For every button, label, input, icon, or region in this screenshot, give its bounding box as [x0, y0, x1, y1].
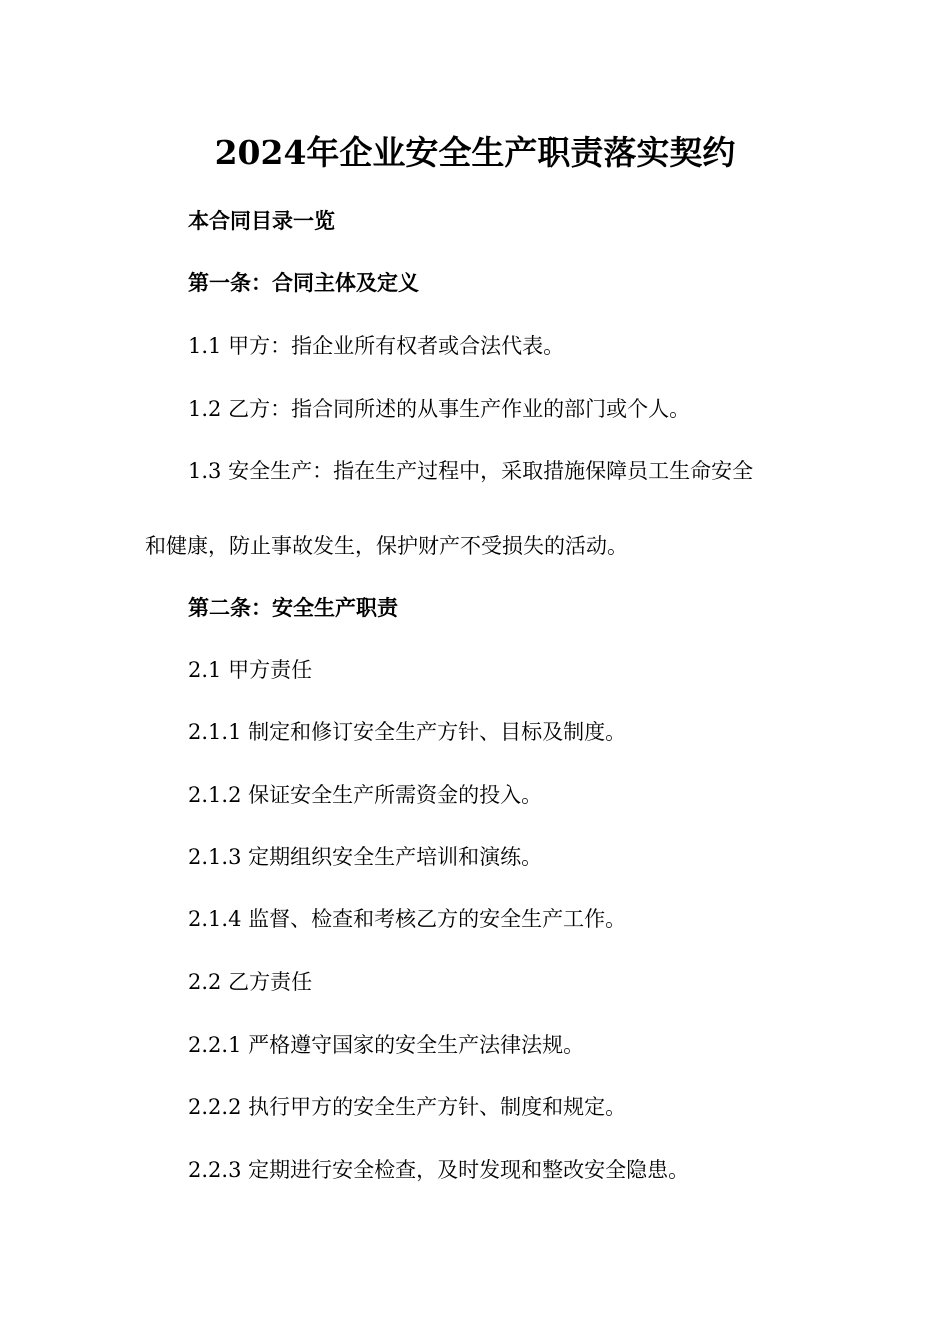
document-title: 2024年企业安全生产职责落实契约 [214, 133, 736, 172]
clause-1-3-line-2: 和健康，防止事故发生，保护财产不受损失的活动。 [145, 534, 628, 558]
article-2-heading: 第二条：安全生产职责 [188, 595, 398, 620]
clause-2-1: 2.1 甲方责任 [188, 658, 313, 682]
clause-1-2: 1.2 乙方：指合同所述的从事生产作业的部门或个人。 [188, 397, 691, 421]
clause-2-2-1: 2.2.1 严格遵守国家的安全生产法律法规。 [188, 1033, 585, 1057]
clause-2-1-4: 2.1.4 监督、检查和考核乙方的安全生产工作。 [188, 907, 627, 931]
clause-1-1: 1.1 甲方：指企业所有权者或合法代表。 [188, 334, 565, 358]
clause-2-1-1: 2.1.1 制定和修订安全生产方针、目标及制度。 [188, 720, 627, 744]
toc-heading: 本合同目录一览 [188, 208, 335, 233]
clause-2-1-2: 2.1.2 保证安全生产所需资金的投入。 [188, 783, 543, 807]
clause-2-1-3: 2.1.3 定期组织安全生产培训和演练。 [188, 845, 543, 869]
clause-2-2-3: 2.2.3 定期进行安全检查，及时发现和整改安全隐患。 [188, 1158, 690, 1182]
clause-1-3-line-1: 1.3 安全生产：指在生产过程中，采取措施保障员工生命安全 [188, 459, 754, 483]
article-1-heading: 第一条：合同主体及定义 [188, 270, 419, 295]
clause-2-2-2: 2.2.2 执行甲方的安全生产方针、制度和规定。 [188, 1095, 627, 1119]
clause-2-2: 2.2 乙方责任 [188, 970, 313, 994]
